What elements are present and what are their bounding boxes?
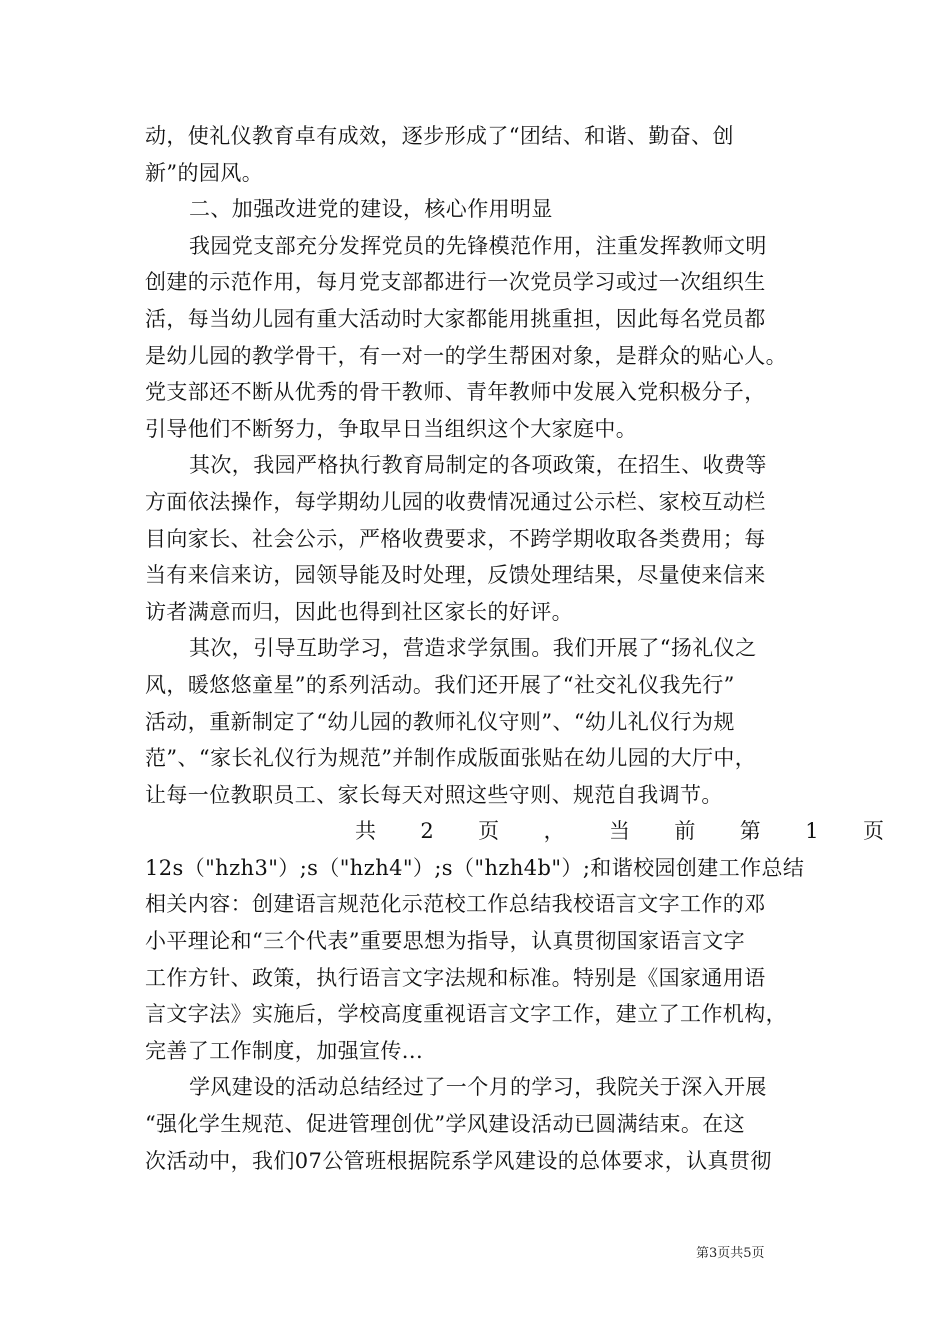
pager-token: 页: [478, 819, 500, 844]
pager-token: 前: [674, 819, 696, 844]
text-line: 活动，重新制定了“幼儿园的教师礼仪守则”、“幼儿礼仪行为规: [145, 709, 735, 734]
text-line: 当有来信来访，园领导能及时处理，反馈处理结果，尽量使来信来: [145, 563, 766, 588]
text-line: 引导他们不断努力，争取早日当组织这个大家庭中。: [145, 416, 638, 441]
text-line: 次活动中，我们07公管班根据院系学风建设的总体要求，认真贯彻: [145, 1148, 772, 1173]
text-line: “强化学生规范、促进管理创优”学风建设活动已圆满结束。在这: [145, 1112, 746, 1137]
text-line: 言文字法》实施后，学校高度重视语言文字工作，建立了工作机构，: [145, 1002, 787, 1027]
text-line: 方面依法操作，每学期幼儿园的收费情况通过公示栏、家校互动栏: [145, 489, 766, 514]
pager-token: ，: [543, 819, 565, 844]
text-line: 活，每当幼儿园有重大活动时大家都能用挑重担，因此每名党员都: [145, 306, 766, 331]
pager-token: 第: [739, 819, 762, 844]
pager-token: 页: [862, 819, 885, 844]
text-line: 小平理论和“三个代表”重要思想为指导，认真贯彻国家语言文字: [145, 929, 746, 954]
text-line: 新”的园风。: [145, 160, 264, 185]
document-body: [145, 118, 885, 1179]
section-heading: 二、加强改进党的建设，核心作用明显: [189, 197, 553, 222]
text-line: 其次，我园严格执行教育局制定的各项政策，在招生、收费等: [189, 453, 767, 478]
page-footer: 第3页共5页: [696, 1246, 765, 1261]
text-line: 其次，引导互助学习，营造求学氛围。我们开展了“扬礼仪之: [189, 636, 757, 661]
text-line: 访者满意而归，因此也得到社区家长的好评。: [145, 599, 573, 624]
text-line: 目向家长、社会公示，严格收费要求，不跨学期收取各类费用；每: [145, 526, 766, 551]
text-line: 是幼儿园的教学骨干，有一对一的学生帮困对象，是群众的贴心人。: [145, 343, 787, 368]
text-line: 让每一位教职员工、家长每天对照这些守则、规范自我调节。: [145, 782, 723, 807]
text-line: 12s（"hzh3"）;s（"hzh4"）;s（"hzh4b"）;和谐校园创建工作总结: [145, 855, 805, 880]
text-line: 动，使礼仪教育卓有成效，逐步形成了“团结、和谐、勤奋、创: [145, 124, 734, 148]
pager-token: 当: [608, 819, 631, 844]
text-line: 创建的示范作用，每月党支部都进行一次党员学习或过一次组织生: [145, 270, 766, 295]
text-line: 党支部还不断从优秀的骨干教师、青年教师中发展入党积极分子，: [145, 380, 766, 405]
page-indicator: [145, 813, 885, 850]
text-line: 相关内容：创建语言规范化示范校工作总结我校语言文字工作的邓: [145, 892, 766, 917]
text-line: 风，暖悠悠童星”的系列活动。我们还开展了“社交礼仪我先行”: [145, 672, 735, 697]
text-line: 完善了工作制度，加强宣传...: [145, 1038, 424, 1063]
text-line: 工作方针、政策，执行语言文字法规和标准。特别是《国家通用语: [145, 965, 766, 990]
pager-token: 2: [420, 819, 435, 844]
text-line: 学风建设的活动总结经过了一个月的学习，我院关于深入开展: [189, 1075, 767, 1100]
text-line: 我园党支部充分发挥党员的先锋模范作用，注重发挥教师文明: [189, 233, 767, 258]
pager-token: 1: [805, 819, 819, 844]
text-line: 范”、“家长礼仪行为规范”并制作成版面张贴在幼儿园的大厅中，: [145, 746, 757, 771]
pager-token: 共: [355, 819, 377, 844]
